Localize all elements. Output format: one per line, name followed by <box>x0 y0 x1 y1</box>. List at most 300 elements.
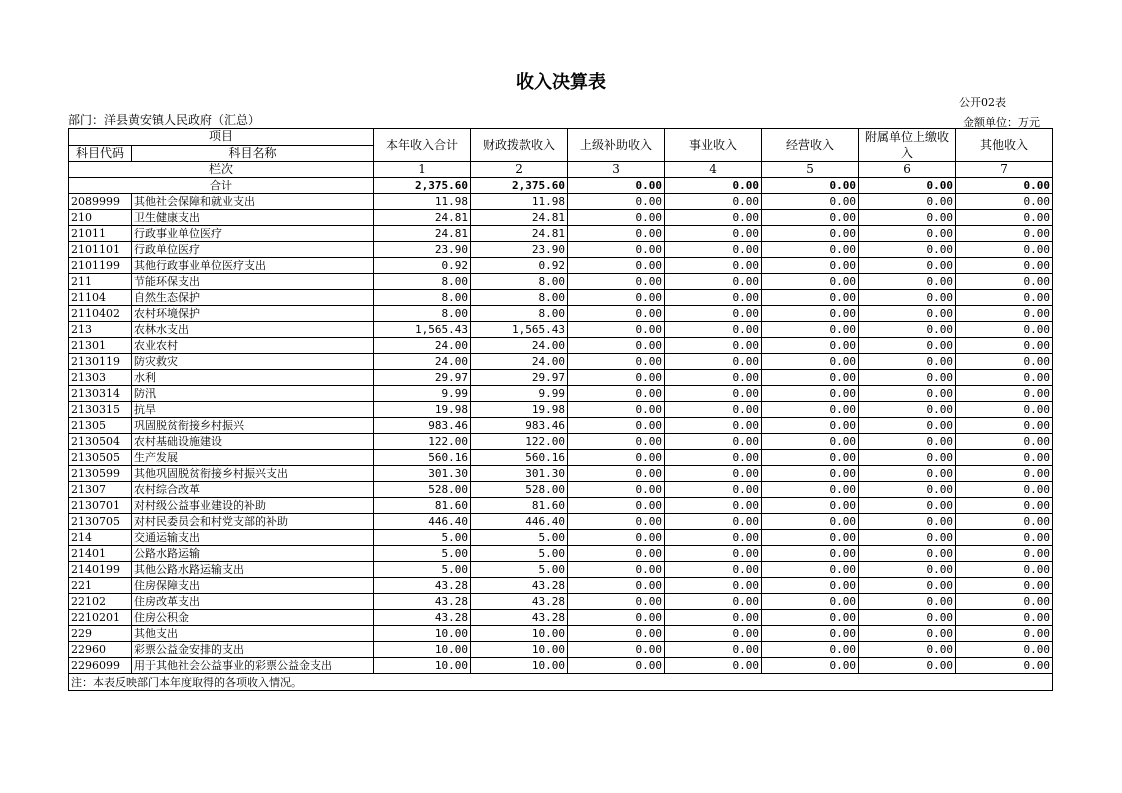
amount-cell: 0.00 <box>859 546 956 562</box>
column-number-row <box>69 162 1053 178</box>
amount-cell: 0.00 <box>859 530 956 546</box>
table-row <box>69 610 1053 626</box>
table-row <box>69 242 1053 258</box>
subject-code: 21401 <box>69 546 132 562</box>
amount-cell: 0.00 <box>665 514 762 530</box>
amount-cell: 0.00 <box>568 226 665 242</box>
amount-cell: 24.81 <box>374 226 471 242</box>
table-row <box>69 466 1053 482</box>
table-row <box>69 306 1053 322</box>
subject-code: 2130599 <box>69 466 132 482</box>
subject-name: 农村环境保护 <box>132 306 374 322</box>
subject-name: 农业农村 <box>132 338 374 354</box>
table-row <box>69 210 1053 226</box>
table-row <box>69 498 1053 514</box>
table-row <box>69 626 1053 642</box>
amount-cell: 81.60 <box>374 498 471 514</box>
subject-code: 2089999 <box>69 194 132 210</box>
subject-code: 21104 <box>69 290 132 306</box>
amount-cell: 0.00 <box>665 418 762 434</box>
total-value: 0.00 <box>568 178 665 194</box>
subject-code: 2296099 <box>69 658 132 674</box>
amount-cell: 0.00 <box>859 450 956 466</box>
subject-code: 210 <box>69 210 132 226</box>
amount-cell: 0.00 <box>568 354 665 370</box>
amount-cell: 24.81 <box>374 210 471 226</box>
subject-code: 213 <box>69 322 132 338</box>
amount-cell: 8.00 <box>374 290 471 306</box>
amount-cell: 8.00 <box>471 306 568 322</box>
amount-cell: 10.00 <box>471 626 568 642</box>
total-label: 合计 <box>69 178 374 194</box>
amount-cell: 43.28 <box>471 578 568 594</box>
col-num-2: 2 <box>471 162 568 178</box>
amount-cell: 528.00 <box>471 482 568 498</box>
amount-cell: 0.00 <box>762 498 859 514</box>
amount-cell: 0.00 <box>859 482 956 498</box>
subject-name: 行政事业单位医疗 <box>132 226 374 242</box>
amount-cell: 0.00 <box>762 434 859 450</box>
header-lanci: 栏次 <box>69 162 374 178</box>
amount-cell: 0.00 <box>762 274 859 290</box>
amount-cell: 9.99 <box>471 386 568 402</box>
amount-cell: 560.16 <box>374 450 471 466</box>
amount-cell: 301.30 <box>471 466 568 482</box>
amount-cell: 0.00 <box>859 434 956 450</box>
amount-cell: 0.00 <box>665 290 762 306</box>
amount-cell: 0.00 <box>859 274 956 290</box>
subject-name: 住房公积金 <box>132 610 374 626</box>
amount-cell: 19.98 <box>374 402 471 418</box>
amount-cell: 0.00 <box>956 418 1053 434</box>
amount-cell: 0.00 <box>568 210 665 226</box>
amount-cell: 43.28 <box>471 610 568 626</box>
amount-cell: 8.00 <box>471 290 568 306</box>
subject-name: 卫生健康支出 <box>132 210 374 226</box>
amount-cell: 0.00 <box>956 482 1053 498</box>
amount-cell: 0.00 <box>859 658 956 674</box>
amount-cell: 0.00 <box>762 546 859 562</box>
amount-cell: 0.00 <box>956 338 1053 354</box>
amount-cell: 0.00 <box>956 594 1053 610</box>
amount-cell: 10.00 <box>374 658 471 674</box>
amount-cell: 43.28 <box>374 578 471 594</box>
header-col-4: 事业收入 <box>665 129 762 162</box>
amount-cell: 0.00 <box>956 642 1053 658</box>
header-col-6: 附属单位上缴收入 <box>859 129 956 162</box>
amount-cell: 0.00 <box>568 418 665 434</box>
table-row <box>69 642 1053 658</box>
amount-cell: 43.28 <box>374 610 471 626</box>
amount-cell: 0.00 <box>568 578 665 594</box>
subject-code: 2130315 <box>69 402 132 418</box>
amount-cell: 0.00 <box>762 306 859 322</box>
total-value: 2,375.60 <box>471 178 568 194</box>
amount-cell: 0.00 <box>665 210 762 226</box>
subject-name: 其他巩固脱贫衔接乡村振兴支出 <box>132 466 374 482</box>
amount-cell: 0.00 <box>859 402 956 418</box>
table-row <box>69 402 1053 418</box>
amount-cell: 0.00 <box>956 514 1053 530</box>
amount-cell: 0.00 <box>665 402 762 418</box>
table-row <box>69 594 1053 610</box>
amount-cell: 0.00 <box>956 386 1053 402</box>
table-row <box>69 562 1053 578</box>
subject-code: 2101199 <box>69 258 132 274</box>
amount-cell: 0.00 <box>762 354 859 370</box>
table-row <box>69 418 1053 434</box>
subject-name: 其他支出 <box>132 626 374 642</box>
amount-cell: 0.00 <box>956 658 1053 674</box>
amount-cell: 5.00 <box>471 546 568 562</box>
subject-name: 防汛 <box>132 386 374 402</box>
amount-cell: 29.97 <box>374 370 471 386</box>
subject-name: 水利 <box>132 370 374 386</box>
amount-cell: 5.00 <box>374 546 471 562</box>
amount-cell: 19.98 <box>471 402 568 418</box>
amount-cell: 0.00 <box>665 226 762 242</box>
total-value: 0.00 <box>665 178 762 194</box>
amount-cell: 0.00 <box>665 546 762 562</box>
amount-cell: 301.30 <box>374 466 471 482</box>
amount-cell: 0.00 <box>956 434 1053 450</box>
subject-code: 2210201 <box>69 610 132 626</box>
total-value: 2,375.60 <box>374 178 471 194</box>
subject-name: 对村民委员会和村党支部的补助 <box>132 514 374 530</box>
amount-cell: 0.00 <box>762 338 859 354</box>
amount-cell: 0.00 <box>762 290 859 306</box>
subject-name: 对村级公益事业建设的补助 <box>132 498 374 514</box>
amount-cell: 0.00 <box>665 642 762 658</box>
amount-cell: 0.00 <box>956 274 1053 290</box>
amount-cell: 0.00 <box>956 306 1053 322</box>
subject-name: 用于其他社会公益事业的彩票公益金支出 <box>132 658 374 674</box>
subject-code: 2130705 <box>69 514 132 530</box>
col-num-5: 5 <box>762 162 859 178</box>
subject-name: 抗旱 <box>132 402 374 418</box>
amount-cell: 8.00 <box>374 274 471 290</box>
amount-cell: 0.00 <box>956 626 1053 642</box>
total-value: 0.00 <box>859 178 956 194</box>
amount-cell: 0.00 <box>568 642 665 658</box>
amount-cell: 0.00 <box>762 514 859 530</box>
amount-cell: 0.00 <box>665 626 762 642</box>
subject-code: 21307 <box>69 482 132 498</box>
amount-cell: 0.00 <box>665 530 762 546</box>
amount-cell: 0.00 <box>568 594 665 610</box>
form-number: 公开02表 <box>959 96 1006 109</box>
amount-cell: 122.00 <box>471 434 568 450</box>
amount-cell: 24.81 <box>471 210 568 226</box>
amount-cell: 0.00 <box>665 434 762 450</box>
amount-cell: 24.00 <box>471 338 568 354</box>
subject-name: 交通运输支出 <box>132 530 374 546</box>
amount-cell: 0.00 <box>956 610 1053 626</box>
subject-name: 彩票公益金安排的支出 <box>132 642 374 658</box>
amount-cell: 0.00 <box>859 194 956 210</box>
amount-cell: 0.00 <box>665 306 762 322</box>
subject-name: 行政单位医疗 <box>132 242 374 258</box>
table-row <box>69 450 1053 466</box>
subject-name: 住房保障支出 <box>132 578 374 594</box>
header-name: 科目名称 <box>132 145 374 162</box>
total-row <box>69 178 1053 194</box>
amount-cell: 0.00 <box>568 322 665 338</box>
amount-cell: 0.00 <box>568 274 665 290</box>
table-row <box>69 482 1053 498</box>
department-label: 部门：洋县黄安镇人民政府（汇总） <box>68 113 261 127</box>
table-row <box>69 514 1053 530</box>
subject-name: 节能环保支出 <box>132 274 374 290</box>
subject-name: 生产发展 <box>132 450 374 466</box>
amount-cell: 0.00 <box>956 546 1053 562</box>
table-row <box>69 258 1053 274</box>
amount-cell: 0.00 <box>568 610 665 626</box>
amount-cell: 5.00 <box>471 562 568 578</box>
amount-cell: 0.00 <box>762 210 859 226</box>
amount-cell: 10.00 <box>374 642 471 658</box>
header-code: 科目代码 <box>69 145 132 162</box>
subject-code: 221 <box>69 578 132 594</box>
amount-cell: 0.00 <box>956 242 1053 258</box>
amount-cell: 81.60 <box>471 498 568 514</box>
table-row <box>69 386 1053 402</box>
amount-cell: 0.92 <box>374 258 471 274</box>
amount-cell: 0.00 <box>568 562 665 578</box>
subject-code: 211 <box>69 274 132 290</box>
amount-cell: 0.00 <box>859 226 956 242</box>
subject-code: 22102 <box>69 594 132 610</box>
amount-cell: 0.00 <box>665 242 762 258</box>
subject-code: 21301 <box>69 338 132 354</box>
amount-cell: 0.00 <box>956 402 1053 418</box>
table-row <box>69 578 1053 594</box>
amount-cell: 0.00 <box>665 578 762 594</box>
amount-cell: 0.00 <box>665 562 762 578</box>
amount-cell: 0.00 <box>859 306 956 322</box>
amount-cell: 0.00 <box>665 258 762 274</box>
page-title: 收入决算表 <box>516 72 606 93</box>
amount-cell: 24.00 <box>471 354 568 370</box>
amount-cell: 0.92 <box>471 258 568 274</box>
amount-cell: 0.00 <box>568 258 665 274</box>
amount-cell: 0.00 <box>568 434 665 450</box>
amount-cell: 0.00 <box>762 194 859 210</box>
amount-unit: 金额单位：万元 <box>963 116 1040 129</box>
header-row-1 <box>69 129 1053 146</box>
subject-code: 2101101 <box>69 242 132 258</box>
amount-cell: 0.00 <box>568 290 665 306</box>
amount-cell: 0.00 <box>859 386 956 402</box>
amount-cell: 0.00 <box>665 610 762 626</box>
amount-cell: 5.00 <box>374 530 471 546</box>
subject-name: 公路水路运输 <box>132 546 374 562</box>
amount-cell: 0.00 <box>762 466 859 482</box>
amount-cell: 0.00 <box>665 386 762 402</box>
amount-cell: 983.46 <box>471 418 568 434</box>
amount-cell: 1,565.43 <box>374 322 471 338</box>
amount-cell: 0.00 <box>762 578 859 594</box>
amount-cell: 0.00 <box>956 290 1053 306</box>
amount-cell: 5.00 <box>374 562 471 578</box>
subject-code: 21305 <box>69 418 132 434</box>
amount-cell: 0.00 <box>859 322 956 338</box>
table-row <box>69 658 1053 674</box>
amount-cell: 0.00 <box>762 562 859 578</box>
total-value: 0.00 <box>956 178 1053 194</box>
amount-cell: 0.00 <box>956 562 1053 578</box>
amount-cell: 0.00 <box>762 402 859 418</box>
amount-cell: 0.00 <box>568 338 665 354</box>
amount-cell: 446.40 <box>374 514 471 530</box>
amount-cell: 0.00 <box>956 578 1053 594</box>
amount-cell: 0.00 <box>568 242 665 258</box>
amount-cell: 0.00 <box>665 450 762 466</box>
amount-cell: 0.00 <box>568 386 665 402</box>
amount-cell: 0.00 <box>568 530 665 546</box>
amount-cell: 11.98 <box>471 194 568 210</box>
amount-cell: 0.00 <box>859 242 956 258</box>
amount-cell: 23.90 <box>471 242 568 258</box>
subject-name: 其他社会保障和就业支出 <box>132 194 374 210</box>
table-row <box>69 322 1053 338</box>
amount-cell: 0.00 <box>859 626 956 642</box>
amount-cell: 0.00 <box>568 658 665 674</box>
amount-cell: 0.00 <box>568 194 665 210</box>
amount-cell: 0.00 <box>762 642 859 658</box>
col-num-1: 1 <box>374 162 471 178</box>
table-row <box>69 546 1053 562</box>
table-row <box>69 338 1053 354</box>
amount-cell: 43.28 <box>374 594 471 610</box>
amount-cell: 560.16 <box>471 450 568 466</box>
amount-cell: 0.00 <box>956 194 1053 210</box>
amount-cell: 0.00 <box>762 258 859 274</box>
table-row <box>69 290 1053 306</box>
subject-name: 住房改革支出 <box>132 594 374 610</box>
amount-cell: 0.00 <box>859 610 956 626</box>
amount-cell: 0.00 <box>665 322 762 338</box>
amount-cell: 0.00 <box>665 658 762 674</box>
amount-cell: 0.00 <box>568 626 665 642</box>
amount-cell: 0.00 <box>665 338 762 354</box>
subject-code: 2130505 <box>69 450 132 466</box>
amount-cell: 0.00 <box>665 594 762 610</box>
subject-name: 巩固脱贫衔接乡村振兴 <box>132 418 374 434</box>
amount-cell: 0.00 <box>568 402 665 418</box>
amount-cell: 0.00 <box>956 466 1053 482</box>
amount-cell: 0.00 <box>762 450 859 466</box>
amount-cell: 0.00 <box>859 498 956 514</box>
amount-cell: 0.00 <box>665 194 762 210</box>
subject-code: 21011 <box>69 226 132 242</box>
table-note: 注：本表反映部门本年度取得的各项收入情况。 <box>69 674 1053 691</box>
amount-cell: 0.00 <box>762 482 859 498</box>
subject-code: 2130504 <box>69 434 132 450</box>
subject-code: 21303 <box>69 370 132 386</box>
amount-cell: 0.00 <box>762 386 859 402</box>
subject-name: 其他行政事业单位医疗支出 <box>132 258 374 274</box>
amount-cell: 0.00 <box>956 210 1053 226</box>
subject-code: 22960 <box>69 642 132 658</box>
amount-cell: 0.00 <box>568 306 665 322</box>
amount-cell: 23.90 <box>374 242 471 258</box>
amount-cell: 0.00 <box>956 450 1053 466</box>
amount-cell: 0.00 <box>568 546 665 562</box>
subject-code: 229 <box>69 626 132 642</box>
table-row <box>69 370 1053 386</box>
amount-cell: 24.00 <box>374 354 471 370</box>
amount-cell: 0.00 <box>762 530 859 546</box>
amount-cell: 0.00 <box>859 466 956 482</box>
amount-cell: 24.00 <box>374 338 471 354</box>
subject-name: 农林水支出 <box>132 322 374 338</box>
amount-cell: 446.40 <box>471 514 568 530</box>
amount-cell: 0.00 <box>762 322 859 338</box>
subject-code: 214 <box>69 530 132 546</box>
amount-cell: 0.00 <box>568 370 665 386</box>
header-col-1: 本年收入合计 <box>374 129 471 162</box>
amount-cell: 0.00 <box>568 498 665 514</box>
amount-cell: 1,565.43 <box>471 322 568 338</box>
amount-cell: 0.00 <box>762 370 859 386</box>
amount-cell: 0.00 <box>665 274 762 290</box>
amount-cell: 0.00 <box>859 514 956 530</box>
subject-code: 2140199 <box>69 562 132 578</box>
amount-cell: 0.00 <box>762 418 859 434</box>
amount-cell: 0.00 <box>859 418 956 434</box>
table-row <box>69 434 1053 450</box>
subject-code: 2110402 <box>69 306 132 322</box>
header-item: 项目 <box>69 129 374 146</box>
header-col-2: 财政拨款收入 <box>471 129 568 162</box>
amount-cell: 0.00 <box>956 498 1053 514</box>
note-row <box>69 674 1053 691</box>
amount-cell: 29.97 <box>471 370 568 386</box>
amount-cell: 0.00 <box>568 482 665 498</box>
amount-cell: 0.00 <box>859 642 956 658</box>
col-num-6: 6 <box>859 162 956 178</box>
amount-cell: 0.00 <box>956 370 1053 386</box>
table-row <box>69 226 1053 242</box>
table-row <box>69 530 1053 546</box>
amount-cell: 0.00 <box>859 370 956 386</box>
amount-cell: 0.00 <box>665 354 762 370</box>
amount-cell: 0.00 <box>762 658 859 674</box>
amount-cell: 0.00 <box>956 530 1053 546</box>
col-num-7: 7 <box>956 162 1053 178</box>
amount-cell: 10.00 <box>374 626 471 642</box>
amount-cell: 0.00 <box>859 338 956 354</box>
amount-cell: 0.00 <box>859 562 956 578</box>
amount-cell: 0.00 <box>665 466 762 482</box>
amount-cell: 0.00 <box>859 354 956 370</box>
amount-cell: 0.00 <box>859 290 956 306</box>
subject-name: 农村基础设施建设 <box>132 434 374 450</box>
amount-cell: 0.00 <box>762 226 859 242</box>
header-col-7: 其他收入 <box>956 129 1053 162</box>
amount-cell: 0.00 <box>956 258 1053 274</box>
table-row <box>69 194 1053 210</box>
amount-cell: 0.00 <box>665 370 762 386</box>
subject-name: 其他公路水路运输支出 <box>132 562 374 578</box>
amount-cell: 0.00 <box>568 514 665 530</box>
amount-cell: 0.00 <box>762 242 859 258</box>
table-row <box>69 274 1053 290</box>
header-col-5: 经营收入 <box>762 129 859 162</box>
amount-cell: 8.00 <box>471 274 568 290</box>
amount-cell: 9.99 <box>374 386 471 402</box>
